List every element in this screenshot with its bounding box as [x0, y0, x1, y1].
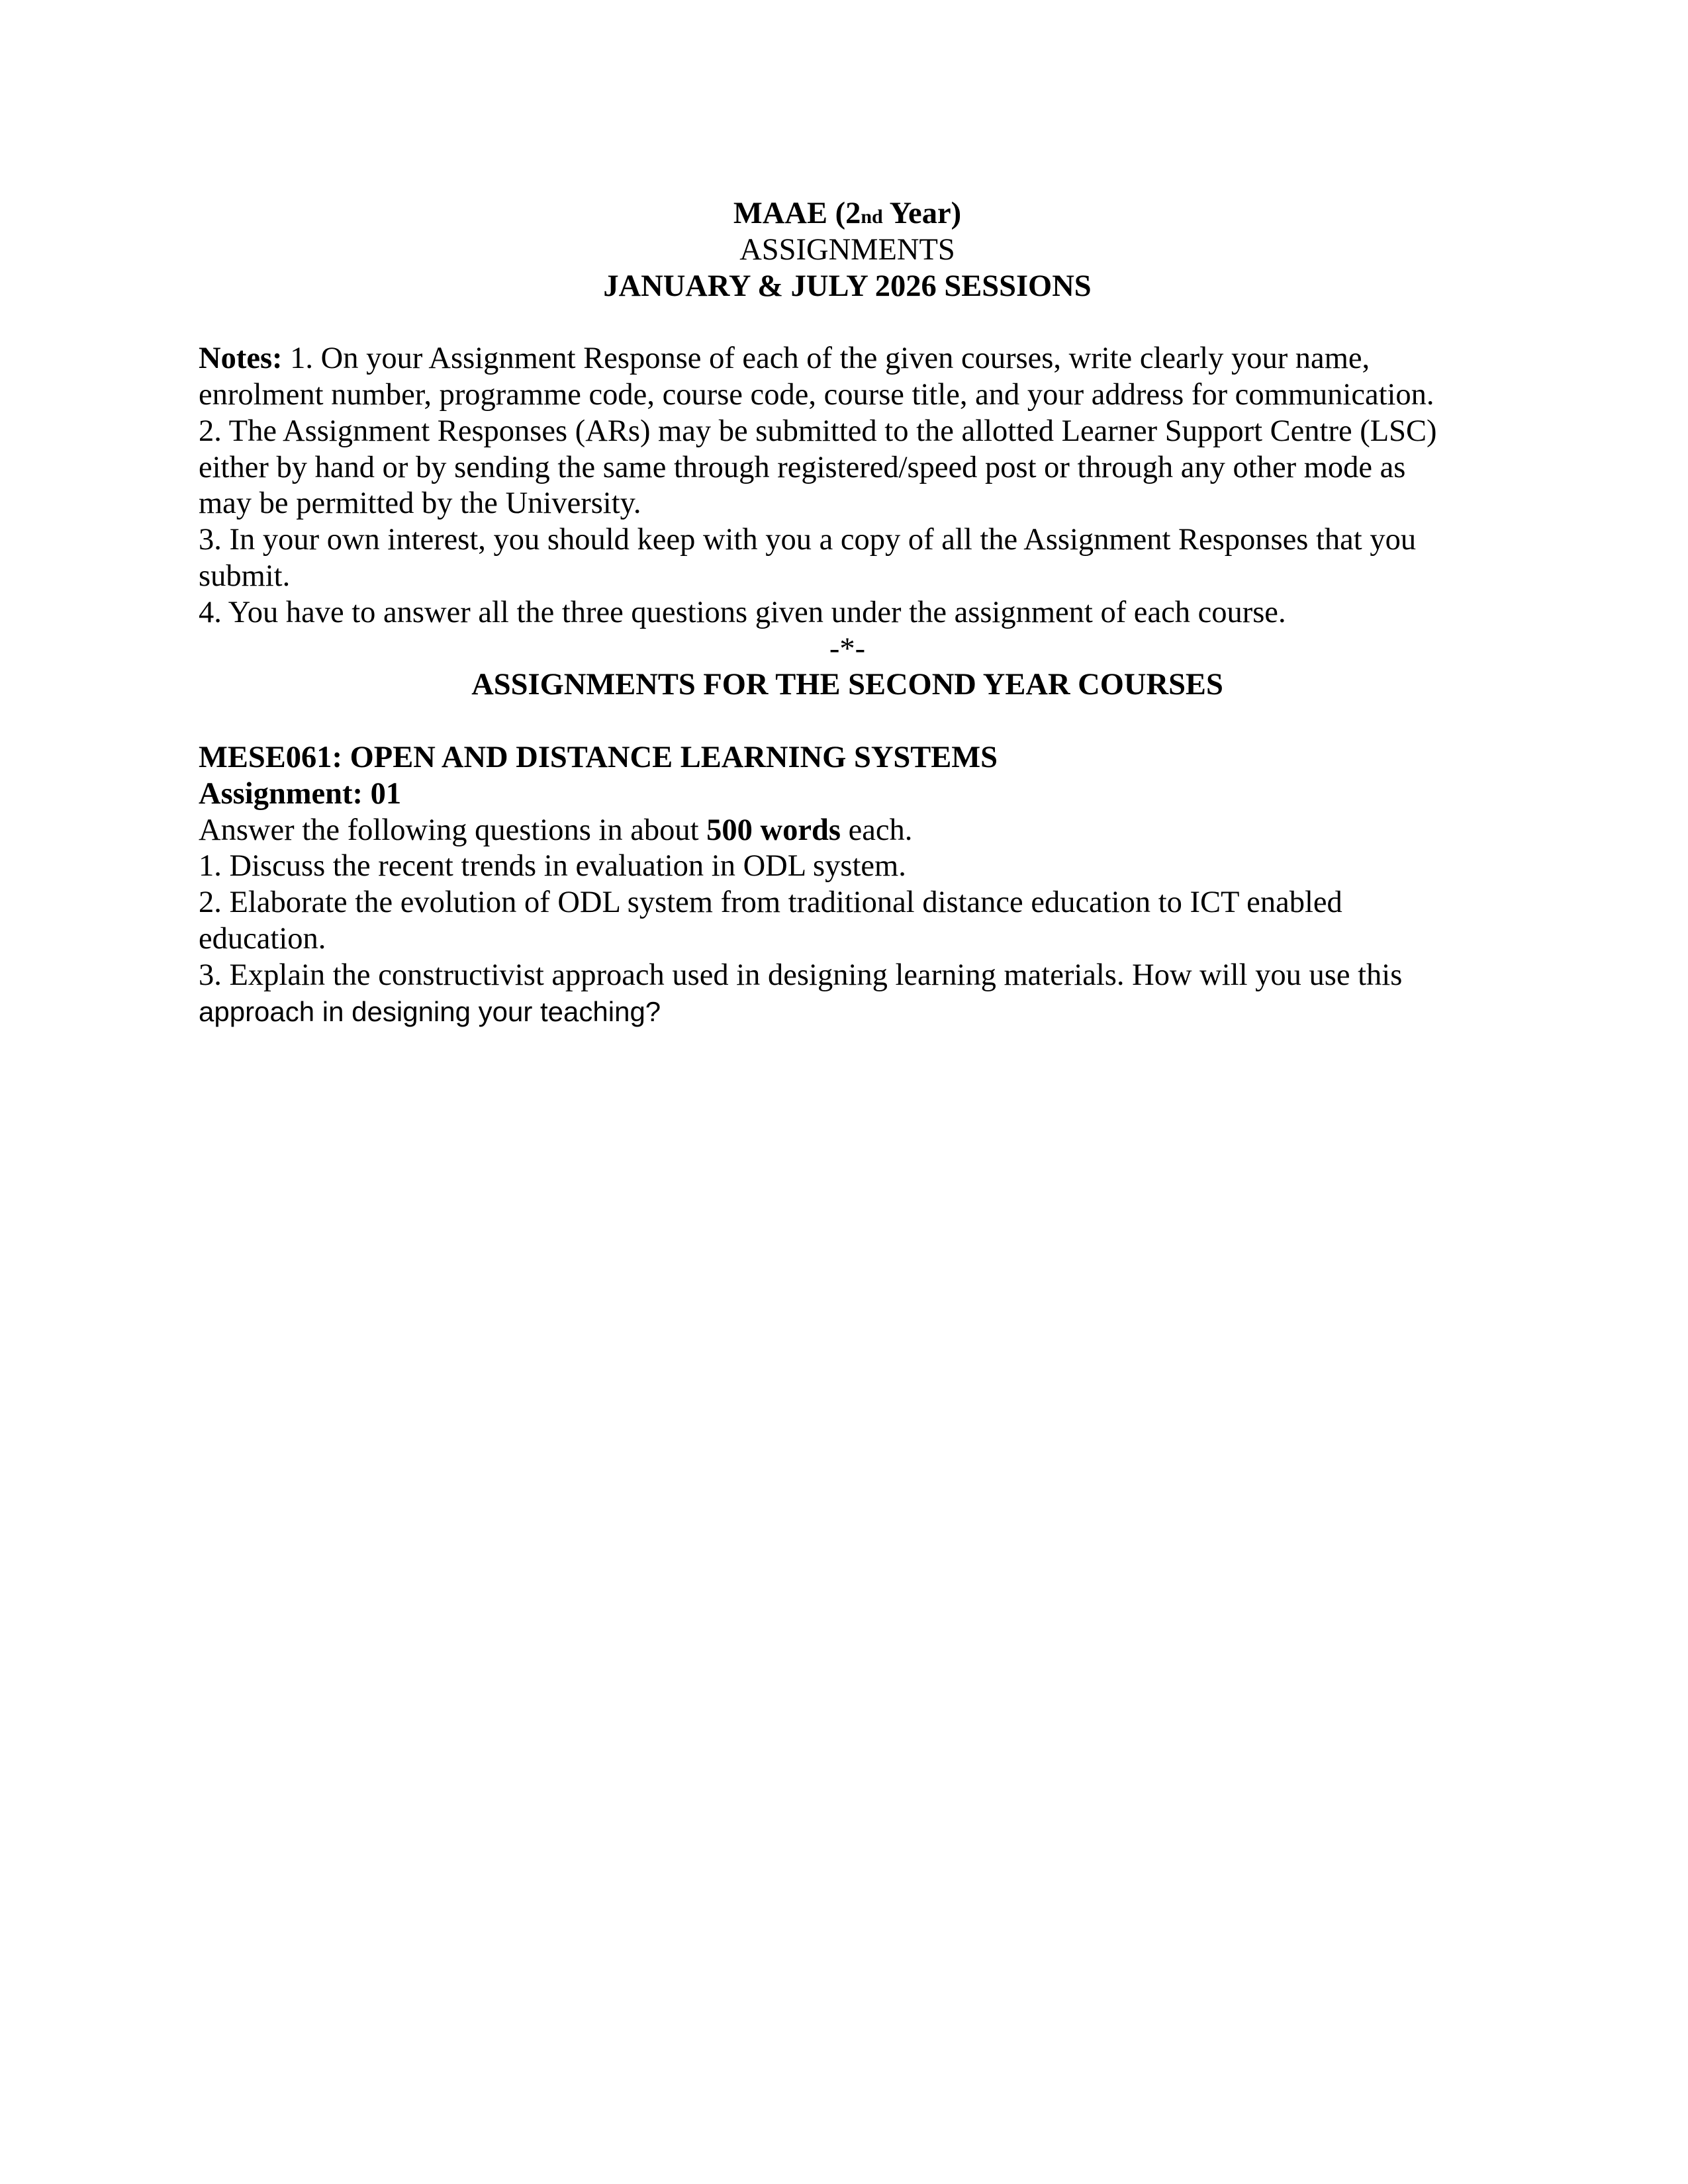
notes-line: either by hand or by sending the same through registered/speed post or through any other mode as: [199, 450, 1406, 484]
separator: -*-: [829, 631, 866, 666]
course-title: MESE061: OPEN AND DISTANCE LEARNING SYSTEMS: [199, 740, 998, 774]
sessions-heading: JANUARY & JULY 2026 SESSIONS: [603, 269, 1092, 303]
notes-label: Notes:: [199, 341, 283, 376]
title-ordinal: nd: [861, 206, 883, 228]
notes-line: 2. The Assignment Responses (ARs) may be submitted to the allotted Learner Support Centre (LSC): [199, 414, 1437, 448]
notes-line: may be permitted by the University.: [199, 486, 641, 521]
course-block: [199, 740, 1496, 1030]
instruction-prefix: Answer the following questions in about: [199, 813, 707, 847]
question-line: education.: [199, 921, 326, 956]
assignment-instruction: [199, 813, 1496, 849]
question-line: 1. Discuss the recent trends in evaluation in ODL system.: [199, 849, 906, 884]
question-line: approach in designing your teaching?: [199, 995, 661, 1027]
notes-line: submit.: [199, 559, 291, 593]
notes-line: [199, 341, 1496, 377]
document-title: [199, 196, 1496, 232]
spacer: [199, 704, 1496, 740]
document-subtitle: ASSIGNMENTS: [739, 232, 955, 267]
title-suffix: Year): [882, 197, 962, 230]
notes-line-text: 1. On your Assignment Response of each of the given courses, write clearly your name,: [282, 341, 1370, 376]
notes-line: 4. You have to answer all the three questions given under the assignment of each course.: [199, 595, 1286, 629]
spacer: [199, 304, 1496, 341]
section-heading: ASSIGNMENTS FOR THE SECOND YEAR COURSES: [471, 668, 1223, 702]
title-prefix: MAAE (2: [733, 197, 861, 230]
notes-line: 3. In your own interest, you should keep with you a copy of all the Assignment Responses that you: [199, 523, 1417, 557]
notes-line: enrolment number, programme code, course code, course title, and your address for communication.: [199, 377, 1434, 412]
instruction-word-limit: 500 words: [706, 813, 841, 847]
question-line: 2. Elaborate the evolution of ODL system from traditional distance education to ICT enabled: [199, 886, 1342, 920]
question-line: 3. Explain the constructivist approach used in designing learning materials. How will you use this: [199, 958, 1403, 992]
notes-block: [199, 341, 1496, 631]
document-page: [199, 196, 1496, 1030]
assignment-number: Assignment: 01: [199, 776, 402, 811]
instruction-suffix: each.: [840, 813, 913, 847]
